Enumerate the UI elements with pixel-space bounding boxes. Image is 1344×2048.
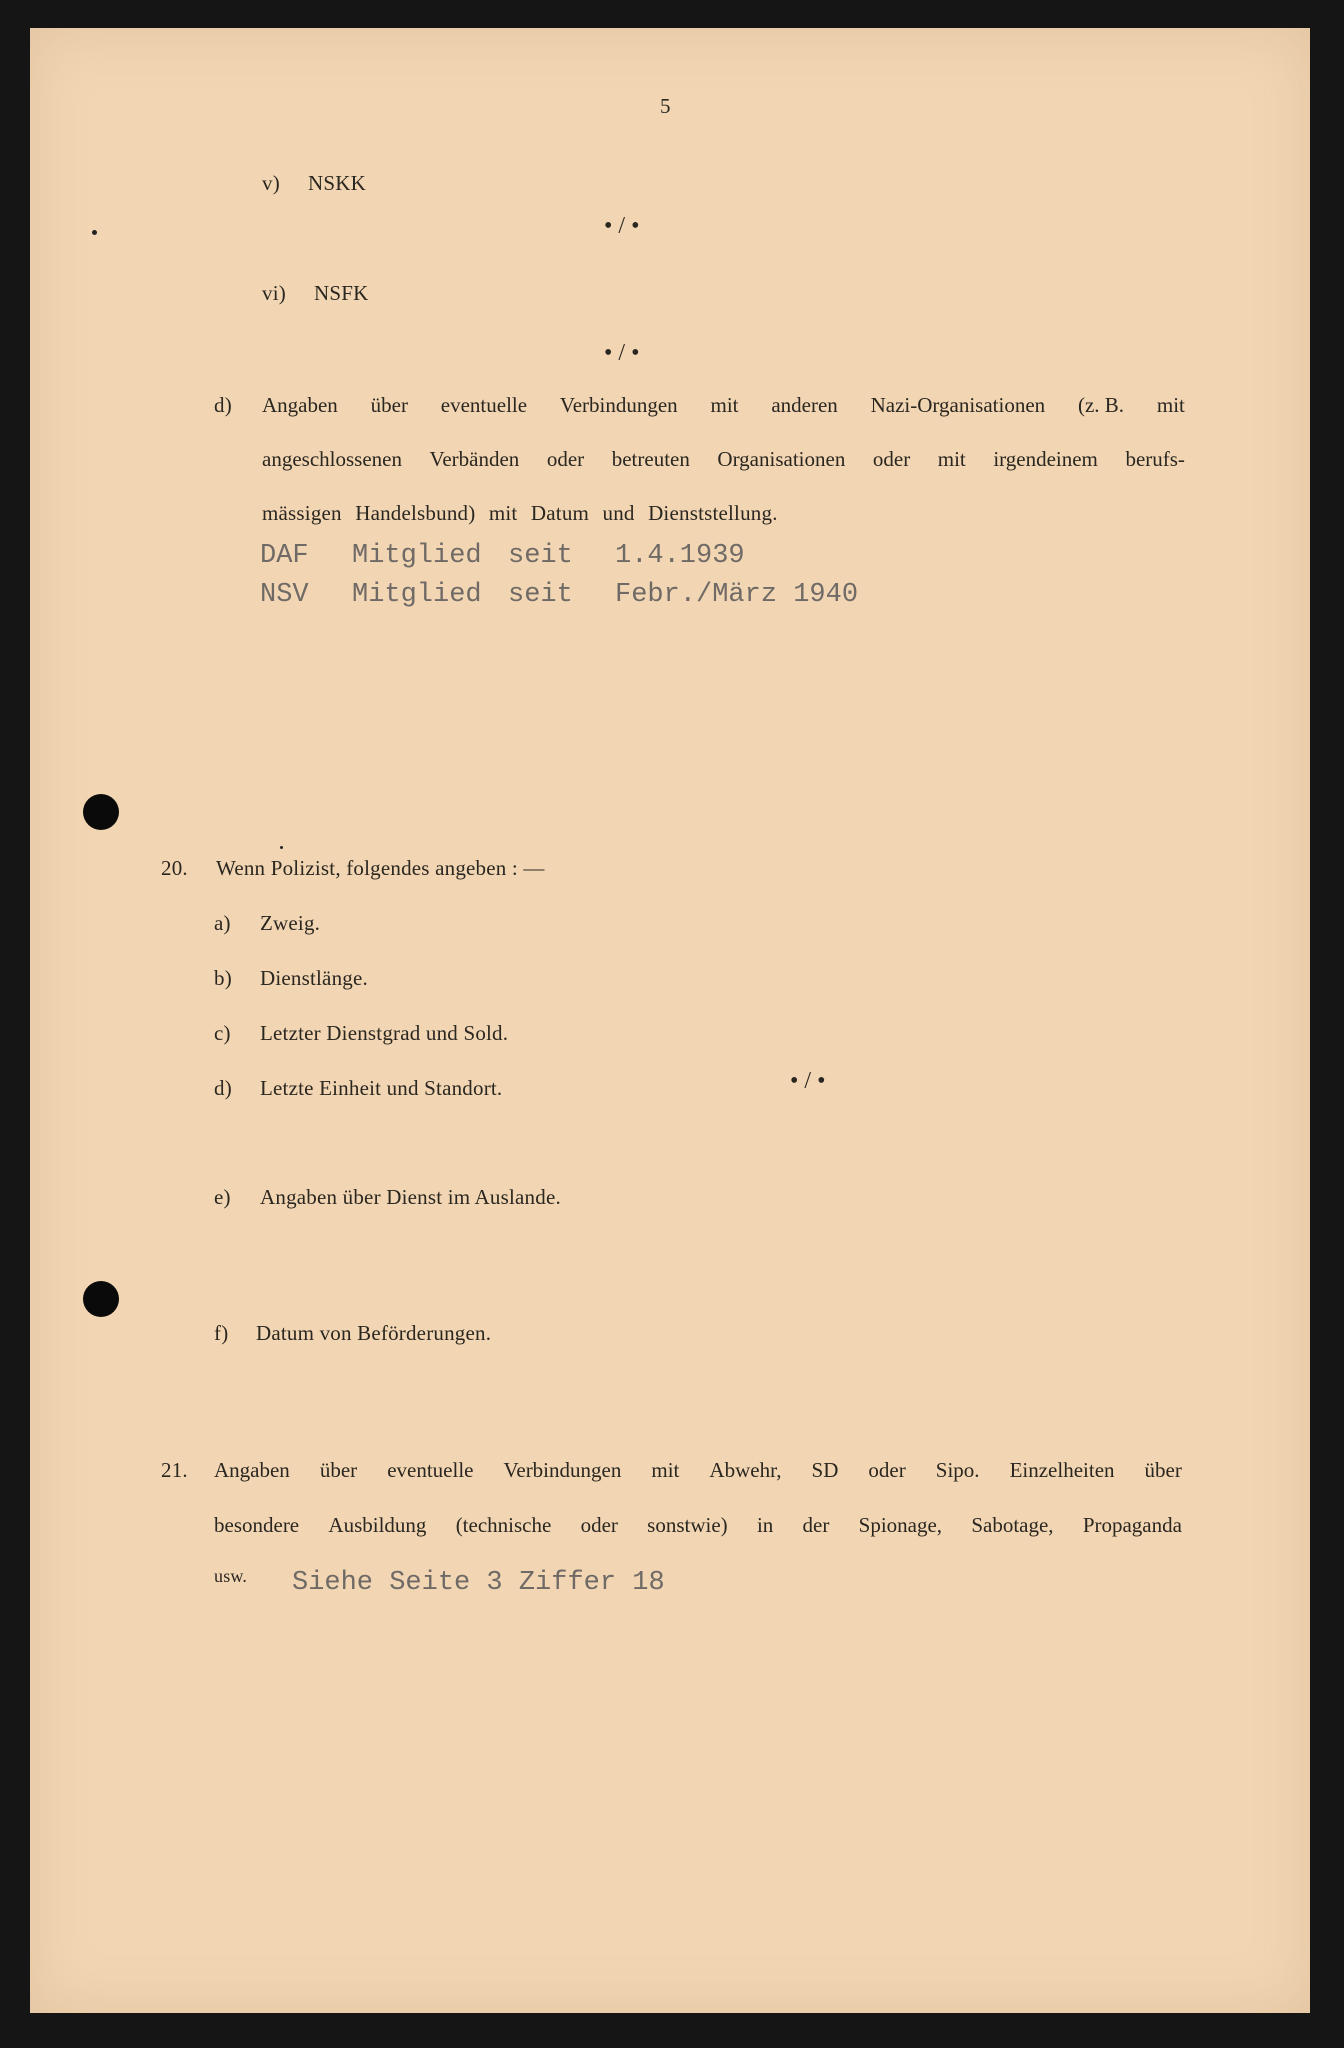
q21-typed-answer: Siehe Seite 3 Ziffer 18 — [292, 1568, 665, 1598]
word: irgendeinem — [993, 447, 1098, 471]
word: angeschlossenen — [262, 447, 402, 471]
word: eventuelle — [440, 393, 528, 417]
word: mit — [710, 393, 739, 417]
word: Angaben — [214, 1458, 290, 1482]
typed-entry-label: Mitglied — [352, 580, 482, 610]
item-d-label: d) — [214, 393, 232, 417]
word: Verbindungen — [503, 1458, 622, 1482]
item-vi-text: NSFK — [314, 281, 369, 305]
word: Propaganda — [1082, 1513, 1182, 1537]
q20-item-label: a) — [214, 911, 231, 935]
word: über — [1144, 1458, 1182, 1482]
q20-item-text: Letzte Einheit und Standort. — [260, 1076, 503, 1100]
word: Angaben — [262, 393, 338, 417]
item-d-line1 — [262, 393, 1185, 418]
typed-entry-label: Mitglied — [352, 541, 482, 571]
word: Verbänden — [429, 447, 520, 471]
word: (z. B. — [1077, 393, 1125, 417]
word: Sabotage, — [971, 1513, 1054, 1537]
word: berufs- — [1125, 447, 1185, 471]
typed-entry-date: 1.4.1939 — [615, 541, 745, 571]
q20-item-text: Dienstlänge. — [260, 966, 368, 990]
word: mit — [937, 447, 966, 471]
q21-number: 21. — [161, 1458, 188, 1482]
q20-item-label: f) — [214, 1321, 229, 1345]
punch-hole — [83, 1281, 119, 1317]
q21-line2 — [214, 1513, 1182, 1538]
q20-dash: • / • — [790, 1068, 826, 1094]
item-d-line3: mässigen Handelsbund) mit Datum und Dienststellung. — [262, 501, 778, 525]
word: (technische — [455, 1513, 552, 1537]
word: oder — [580, 1513, 618, 1537]
word: Organisationen — [717, 447, 846, 471]
q20-text: Wenn Polizist, folgendes angeben : — — [216, 856, 545, 880]
typed-entry-org: NSV — [260, 580, 309, 610]
item-d-line2 — [262, 447, 1185, 472]
word: mit — [651, 1458, 680, 1482]
q20-item-label: c) — [214, 1021, 231, 1045]
word: anderen — [771, 393, 838, 417]
punch-hole — [83, 794, 119, 830]
word: Spionage, — [858, 1513, 943, 1537]
q20-item-label: b) — [214, 966, 232, 990]
word: Abwehr, — [709, 1458, 782, 1482]
item-v-text: NSKK — [308, 171, 366, 195]
q20-item-label: d) — [214, 1076, 232, 1100]
word: Ausbildung — [328, 1513, 427, 1537]
typed-entry-date: Febr./März 1940 — [615, 580, 859, 610]
q20-number: 20. — [161, 856, 188, 880]
word: betreuten — [611, 447, 690, 471]
word: Verbindungen — [559, 393, 678, 417]
page-number: 5 — [660, 94, 671, 118]
word: SD — [811, 1458, 839, 1482]
speck — [92, 230, 97, 235]
word: der — [802, 1513, 830, 1537]
q20-item-text: Zweig. — [260, 911, 321, 935]
word: Einzelheiten — [1009, 1458, 1115, 1482]
item-vi-dash: • / • — [604, 340, 640, 366]
item-v-dash: • / • — [604, 213, 640, 239]
word: sonstwie) — [647, 1513, 728, 1537]
word: über — [319, 1458, 358, 1482]
word: oder — [872, 447, 911, 471]
q21-line3: usw. — [214, 1566, 248, 1586]
word: über — [370, 393, 408, 417]
word: eventuelle — [387, 1458, 474, 1482]
q20-item-text: Letzter Dienstgrad und Sold. — [260, 1021, 509, 1045]
word: besondere — [214, 1513, 300, 1537]
word: oder — [546, 447, 585, 471]
word: Sipo. — [935, 1458, 980, 1482]
word: in — [756, 1513, 774, 1537]
typed-entry-since: seit — [508, 541, 573, 571]
q20-item-text: Angaben über Dienst im Auslande. — [260, 1185, 561, 1209]
item-v-label: v) — [262, 171, 280, 195]
q20-item-label: e) — [214, 1185, 231, 1209]
typed-entry-org: DAF — [260, 541, 309, 571]
word: Nazi-Organisationen — [870, 393, 1046, 417]
word: oder — [868, 1458, 906, 1482]
speck — [280, 846, 283, 849]
word: mit — [1156, 393, 1185, 417]
q21-line1 — [214, 1458, 1182, 1483]
q20-item-text: Datum von Beförderungen. — [256, 1321, 492, 1345]
document-page — [30, 28, 1310, 2013]
item-vi-label: vi) — [262, 281, 286, 305]
typed-entry-since: seit — [508, 580, 573, 610]
